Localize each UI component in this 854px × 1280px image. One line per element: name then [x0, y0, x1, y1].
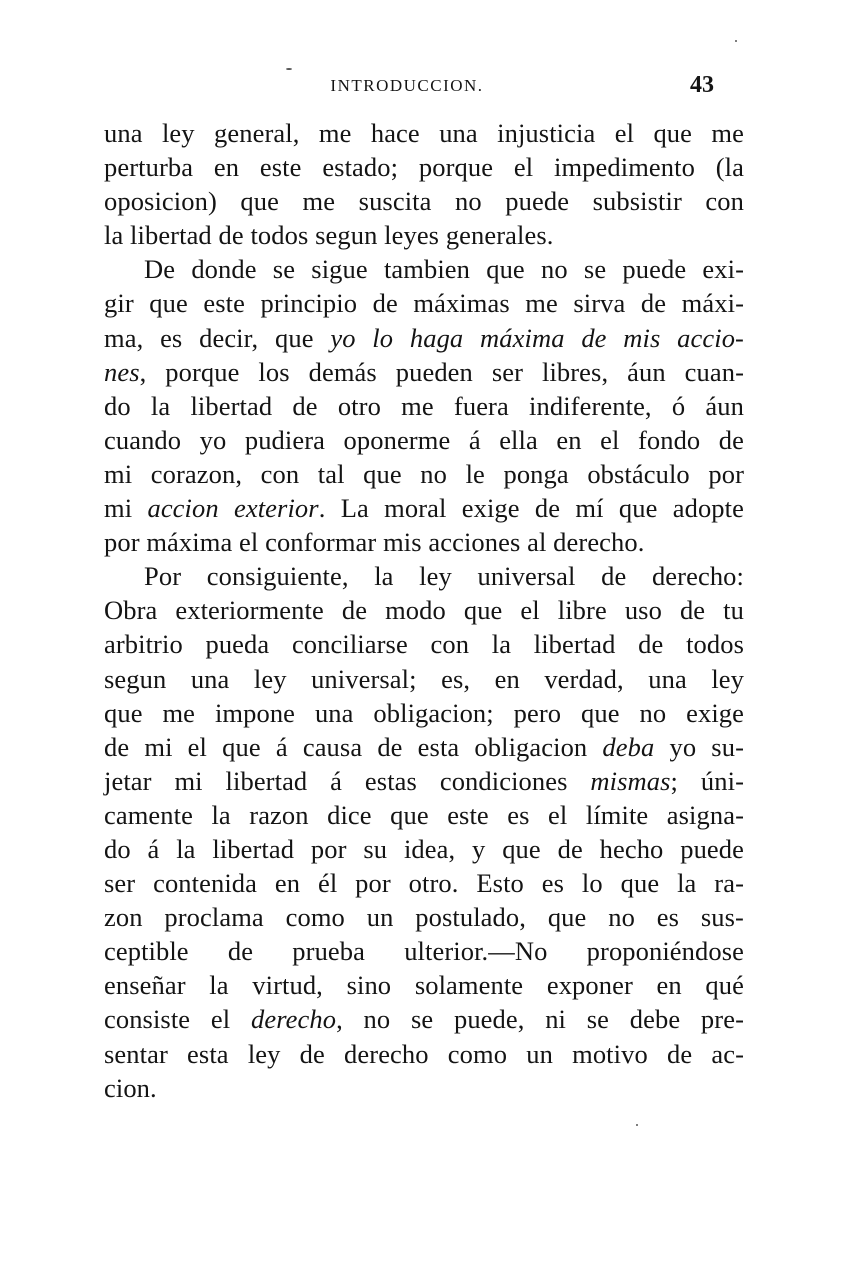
running-head	[100, 74, 714, 104]
text-segment: , no se puede, ni se debe pre-	[336, 1004, 744, 1035]
text-line	[104, 730, 744, 764]
text-segment: do á la libertad por su idea, y que de hecho puede	[104, 833, 744, 864]
text-segment: ; úni-	[670, 765, 744, 796]
text-line	[104, 1002, 744, 1036]
italic-text: mismas	[590, 765, 671, 796]
text-line	[104, 662, 744, 696]
text-segment: De donde se sigue tambien que no se puede exi-	[144, 254, 744, 285]
text-segment: zon proclama como un postulado, que no es sus-	[104, 902, 744, 933]
text-segment: cion.	[104, 1072, 157, 1103]
text-line	[104, 934, 744, 968]
italic-text: derecho	[250, 1004, 337, 1035]
text-segment: de mi el que á causa de esta obligacion	[104, 731, 603, 762]
text-segment: segun una ley universal; es, en verdad, una ley	[104, 663, 744, 694]
text-line	[104, 218, 744, 252]
text-line	[104, 900, 744, 934]
text-line	[104, 525, 744, 559]
text-segment: consiste el	[104, 1004, 251, 1035]
text-segment: enseñar la virtud, sino solamente exponer en qué	[104, 970, 744, 1001]
text-segment: Por consiguiente, la ley universal de derecho:	[144, 561, 744, 592]
text-segment: Obra exteriormente de modo que el libre uso de tu	[104, 595, 744, 626]
italic-text: deba	[602, 731, 655, 762]
text-segment: una ley general, me hace una injusticia el que me	[104, 118, 744, 148]
italic-text: nes	[104, 356, 140, 387]
text-segment: arbitrio pueda conciliarse con la libertad de todos	[104, 629, 744, 660]
text-segment: yo su-	[654, 731, 744, 762]
text-segment: do la libertad de otro me fuera indiferente, ó áun	[104, 390, 744, 421]
text-line	[104, 184, 744, 218]
body-text	[104, 116, 744, 1105]
text-line	[104, 286, 744, 320]
text-line	[104, 150, 744, 184]
text-line	[104, 627, 744, 661]
text-segment: por máxima el conformar mis acciones al derecho.	[104, 527, 645, 558]
text-segment: , porque los demás pueden ser libres, áun cuan-	[139, 356, 744, 387]
text-line	[104, 389, 744, 423]
text-line	[104, 457, 744, 491]
text-segment: gir que este principio de máximas me sirva de máxi-	[104, 288, 744, 319]
italic-text: yo lo haga máxima de mis accio-	[330, 322, 744, 353]
text-line	[104, 593, 744, 627]
print-speck	[735, 40, 737, 42]
text-line	[104, 423, 744, 457]
text-segment: . La moral exige de mí que adopte	[318, 493, 744, 524]
text-line	[104, 832, 744, 866]
text-segment: camente la razon dice que este es el límite asigna-	[104, 799, 744, 830]
text-line	[104, 491, 744, 525]
text-segment: mi corazon, con tal que no le ponga obstáculo por	[104, 458, 744, 489]
text-segment: ser contenida en él por otro. Esto es lo que la ra-	[104, 868, 744, 899]
text-segment: la libertad de todos segun leyes generales.	[104, 220, 554, 251]
text-segment: cuando yo pudiera oponerme á ella en el fondo de	[104, 424, 744, 455]
text-line	[104, 764, 744, 798]
text-line	[104, 321, 744, 355]
print-speck	[636, 1124, 638, 1126]
text-segment: que me impone una obligacion; pero que no exige	[104, 697, 744, 728]
text-segment: mi	[104, 493, 148, 524]
text-line	[104, 798, 744, 832]
print-speck	[286, 68, 292, 70]
text-line	[104, 696, 744, 730]
text-line	[104, 968, 744, 1002]
text-segment: ma, es decir, que	[104, 322, 331, 353]
text-line	[104, 116, 744, 150]
page-number: 43	[690, 72, 714, 98]
text-segment: ceptible de prueba ulterior.—No proponiéndose	[104, 936, 744, 967]
text-segment: oposicion) que me suscita no puede subsistir con	[104, 186, 744, 217]
text-segment: sentar esta ley de derecho como un motivo de ac-	[104, 1038, 744, 1069]
text-line	[104, 866, 744, 900]
text-line	[104, 559, 744, 593]
text-line	[104, 355, 744, 389]
running-head-title: INTRODUCCION.	[330, 76, 484, 95]
text-line	[104, 1037, 744, 1071]
italic-text: accion exterior	[147, 493, 319, 524]
text-segment: jetar mi libertad á estas condiciones	[104, 765, 591, 796]
text-line	[104, 1071, 744, 1105]
text-line	[104, 252, 744, 286]
text-segment: perturba en este estado; porque el impedimento (la	[104, 152, 744, 183]
